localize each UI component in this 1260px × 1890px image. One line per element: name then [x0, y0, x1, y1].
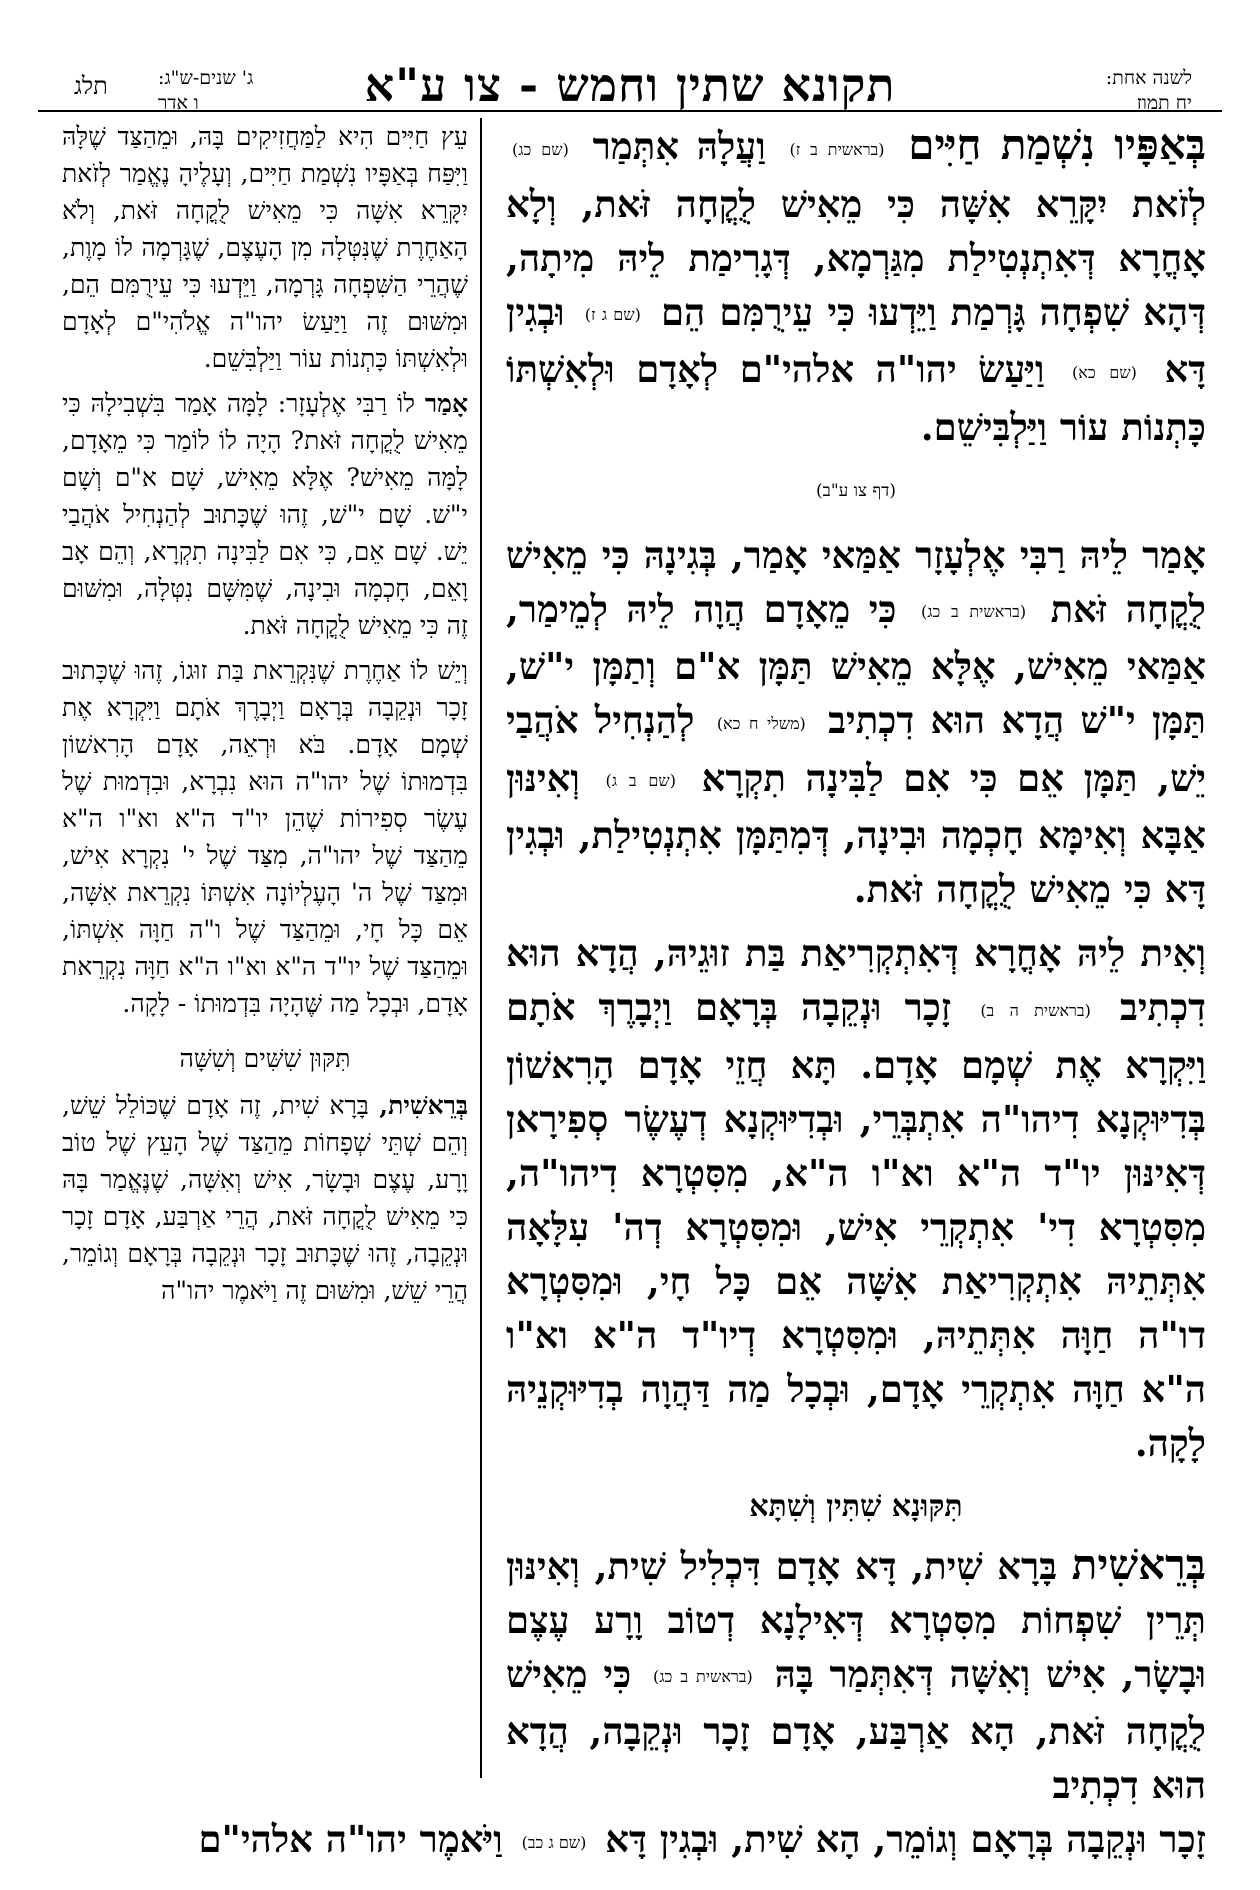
main-paragraph-3: [506, 926, 1206, 1470]
side-paragraph-2: [62, 385, 468, 644]
section-heading-side: תִּקּוּן שִׁשִּׁים וְשִׁשָּׁה: [179, 1044, 351, 1073]
main-p1-text-c: לְזֹאת יִקָּרֵא אִשָּׁה כִּי מֵאִישׁ לֻקֳחָה זֹּאת, וְלָא אָחֳרָא דְּאִתְנְטִילַת מִגַּרְמָא, דְּגָרִימַת לֵיהּ מִיתָה, דְּהָא שִׁפְחָה גָּרְמַת וַיֵּדְעוּ כִּי עֵירֻמִּם הֵם: [506, 181, 1207, 334]
daf-marker: (דף צו ע"ב): [816, 480, 896, 501]
main-p1-text-b: וַעֲלָהּ אִתְּמַר: [592, 124, 766, 168]
main-p4-text-b: כִּי מֵאִישׁ לֻקֳחָה זֹּאת, הָא אַרְבַּע, אָדָם זָכָר וּנְקֵבָה, הֲדָא הוּא דִכְתִיב: [506, 1651, 1206, 1807]
footer-text-a: זָכָר וּנְקֵבָה בְּרָאָם וְגוֹמֵר, הָא שִׁית, וּבְגִין דָּא: [605, 1817, 1206, 1861]
main-p1-text-d: וּבְגִין דָּא: [506, 289, 1206, 391]
side-p4-text: בָּרָא שִׁית, זֶה אָדָם שֶׁכּוֹלֵל שֵׁשׁ, וְהֵם שְׁתֵּי שְׁפָחוֹת מֵהַצַּד שֶׁל הָעֵץ שֶׁל טוֹב וָרָע, עֶצֶם וּבָשָׂר, אִישׁ וְאִשָּׁה, שֶׁנֶּאֱמַר בָּהּ כִּי מֵאִישׁ לֻקֳחָה זֹּאת, הֲרֵי אַרְבַּע, אָדָם זָכָר וּנְקֵבָה, זֶהוּ שֶׁכָּתוּב זָכָר וּנְקֵבָה בְּרָאָם וְגוֹמֵר, הֲרֵי שֵׁשׁ, וּמִשּׁוּם זֶה וַיֹּאמֶר יהו"ה: [62, 1091, 468, 1305]
main-p1-text-e: וַיַּעַשׂ יהו"ה אלהי"ם לְאָדָם וּלְאִשְׁתּוֹ כָּתְנוֹת עוֹר וַיַּלְבִּישֵׁם.: [506, 347, 1206, 449]
side-paragraph-3: וְיֵשׁ לוֹ אַחֶרֶת שֶׁנִּקְרֵאת בַּת זוּגוֹ, זֶהוּ שֶׁכָּתוּב זָכָר וּנְקֵבָה בְּרָאָם וַיְבָרֶךְ אֹתָם וַיִּקְרָא אֶת שְׁמָם אָדָם. בֹּא וּרְאֵה, אָדָם הָרִאשׁוֹן בִּדְמוּתוֹ שֶׁל יהו"ה הוּא נִבְרָא, וּבִדְמוּת שֶׁל עֶשֶׂר סְפִירוֹת שֶׁהֵן יו"ד ה"א וא"ו ה"א מֵהַצַּד שֶׁל יהו"ה, מִצַּד שֶׁל י' נִקְרָא אִישׁ, וּמִצַּד שֶׁל ה' הָעֶלְיוֹנָה אִשְׁתּוֹ נִקְרֵאת אִשָּׁה, אֵם כָּל חָי, וּמֵהַצַּד שֶׁל ו"ה חַוָּה אִשְׁתּוֹ, וּמֵהַצַּד שֶׁל יו"ד ה"א וא"ו ה"א חַוָּה נִקְרֵאת אָדָם, וּבְכָל מַה שֶּׁהָיָה בִּדְמוּתוֹ - לָקָה.: [62, 656, 469, 1018]
footer-text-b: וַיֹּאמֶר יהו"ה אלהי"ם: [198, 1817, 503, 1861]
main-column-aramaic: [506, 118, 1206, 1822]
verse-reference: (בראשית ב כג): [921, 602, 1027, 621]
verse-reference: (שם כא): [1071, 362, 1137, 382]
column-divider: [480, 118, 482, 1778]
main-paragraph-4: [506, 1538, 1206, 1813]
main-paragraph-1: [506, 118, 1206, 454]
verse-reference: (בראשית ה ב): [980, 1000, 1091, 1020]
verse-reference: (משלי ח כא): [716, 713, 806, 733]
verse-reference: (שם ב ג): [605, 771, 676, 790]
main-p3-text-b: זָכָר וּנְקֵבָה בְּרָאָם וַיְבָרֶךְ אֹתָם וַיִּקְרָא אֶת שְׁמָם אָדָם. תָּא חֲזֵי אָדָם הָרִאשׁוֹן בְּדִיּוּקְנָא דִיהו"ה אִתְבְּרֵי, וּבְדִיּוּקְנָא דְעֶשֶׂר סְפִירָאן דְּאִינּוּן יו"ד ה"א וא"ו ה"א, מִסִּטְרָא דִיהו"ה, מִסִּטְרָא דִי' אִתְקְרֵי אִישׁ, וּמִסִּטְרָא דְה' עִלָּאָה אִתְּתֵיהּ אִתְקְרִיאַת אִשָּׁה אֵם כָּל חָי, וּמִסִּטְרָא דו"ה חַוָּה אִתְּתֵיהּ, וּמִסִּטְרָא דְיו"ד ה"א וא"ו ה"א חַוָּה אִתְקְרֵי אָדָם, וּבְכָל מַה דַּהֲוָה בְדִיּוּקְנֵיהּ לָקָה.: [506, 985, 1206, 1465]
header-right-line1: לשנה אחת:: [1105, 67, 1192, 89]
verse-reference: (שם ג כב): [521, 1832, 587, 1852]
page-number: תלג: [74, 72, 108, 100]
page-title: תקונא שתין וחמש - צו ע"א: [364, 58, 896, 112]
header-schedule-three-years: [158, 66, 253, 116]
main-p4-lead-word: בְּרֵאשִׁית: [1071, 1539, 1206, 1589]
side-p2-lead-word: אָמַר: [424, 389, 469, 418]
verse-reference: (בראשית ב כג): [653, 1667, 753, 1686]
main-p2-text-c: לְהַנְחִיל אֹהֲבַי יֵשׁ, תַּמָּן אֵם כִּי אִם לַבִּינָה תִקְרָא: [506, 698, 1206, 800]
side-paragraph-4: [62, 1087, 468, 1309]
header-divider: [38, 110, 1222, 112]
header-left-line1: ג' שנים-ש"ג:: [158, 67, 254, 89]
main-p3-text-a: וְאִית לֵיהּ אָחֳרָא דְּאִתְקְרִיאַת בַּת זוּגֵיהּ, הֲדָא הוּא דִכְתִיב: [506, 931, 1206, 1029]
side-paragraph-1: עֵץ חַיִּים הִיא לַמַּחֲזִיקִים בָּהּ, וּמֵהַצַּד שֶׁלָּהּ וַיִּפַּח בְּאַפָּיו נִשְׁמַת חַיִּים, וְעָלֶיהָ נֶאֱמַר לְזֹאת יִקָּרֵא אִשָּׁה כִּי מֵאִישׁ לֻקֳחָה זֹּאת, וְלֹא הָאַחֶרֶת שֶׁנִּטְּלָה מִן הָעֶצֶם, שֶׁגָּרְמָה לוֹ מָוֶת, שֶׁהֲרֵי הַשִּׁפְחָה גָּרְמָה, וַיֵּדְעוּ כִּי עֵירֻמִּם הֵם, וּמִשּׁוּם זֶה וַיַּעַשׂ יהו"ה אֱלֹהִי"ם לְאָדָם וּלְאִשְׁתּוֹ כָּתְנוֹת עוֹר וַיַּלְבִּשֵׁם.: [62, 122, 468, 373]
main-paragraph-2: [506, 528, 1206, 917]
main-p2-text-b: כִּי מֵאָדָם הֲוָה לֵיהּ לְמֵימַר, אַמַּאי מֵאִישׁ, אֶלָּא מֵאִישׁ תַּמָּן א"ם וְתַמָּן י"שׁ, תַּמָּן י"שׁ הֲדָא הוּא דִכְתִיב: [506, 586, 1206, 742]
header-left-line2: ו אדר: [158, 92, 199, 114]
main-p2-text-a: אָמַר לֵיהּ רַבִּי אֶלְעָזָר אַמַּאי אָמַר, בְּגִינָהּ כִּי מֵאִישׁ לֻקֳחָה זֹּאת: [506, 532, 1206, 631]
verse-reference: (בראשית ב ז): [789, 139, 885, 159]
main-p1-text-a: בְּאַפָּיו נִשְׁמַת חַיִּים: [908, 120, 1207, 169]
verse-reference: (שם ג ז): [584, 305, 641, 324]
verse-reference: (שם כג): [512, 139, 569, 159]
side-p4-lead-word: בְּרֵאשִׁית,: [379, 1091, 469, 1120]
main-p4-text-a: בָּרָא שִׁית, דָּא אָדָם דִּכְלִיל שִׁית, וְאִינּוּן תְּרֵין שִׁפְחוֹת מִסִּטְרָא דְּאִילָנָא דְטוֹב וָרָע עֶצֶם וּבָשָׂר, אִישׁ וְאִשָּׁה דְּאִתְּמַר בָּהּ: [506, 1543, 1207, 1696]
section-heading-main: תִּקּוּנָא שִׁתִּין וְשִׁתָּא: [749, 1488, 963, 1524]
main-p2-text-d: וְאִינּוּן אַבָּא וְאִימָּא חָכְמָה וּבִינָה, דְּמִתַּמָּן אִתְנְטִילַת, וּבְגִין דָּא כִּי מֵאִישׁ לֻקֳחָה זֹּאת.: [506, 755, 1206, 911]
side-column-translation: [62, 118, 468, 1317]
side-p2-text: לוֹ רַבִּי אֶלְעָזָר: לָמָּה אָמַר בִּשְׁבִילָהּ כִּי מֵאִישׁ לֻקֳחָה זֹּאת? הָיָה לוֹ לוֹמַר כִּי מֵאָדָם, לָמָּה מֵאִישׁ? אֶלָּא מֵאִישׁ, שָׁם א"ם וְשָׁם י"שׁ. שָׁם י"שׁ, זֶהוּ שֶׁכָּתוּב לְהַנְחִיל אֹהֲבַי יֵשׁ. שָׁם אֵם, כִּי אִם לַבִּינָה תִקְרָא, וְהֵם אָב וָאֵם, חָכְמָה וּבִינָה, שֶׁמִּשָּׁם נִטְּלָה, וּמִשּׁוּם זֶה כִּי מֵאִישׁ לֻקֳחָה זֹּאת.: [62, 389, 468, 640]
header-right-line2: יח תמוז: [1136, 92, 1192, 114]
footer-continuation-line: [62, 1812, 1206, 1870]
